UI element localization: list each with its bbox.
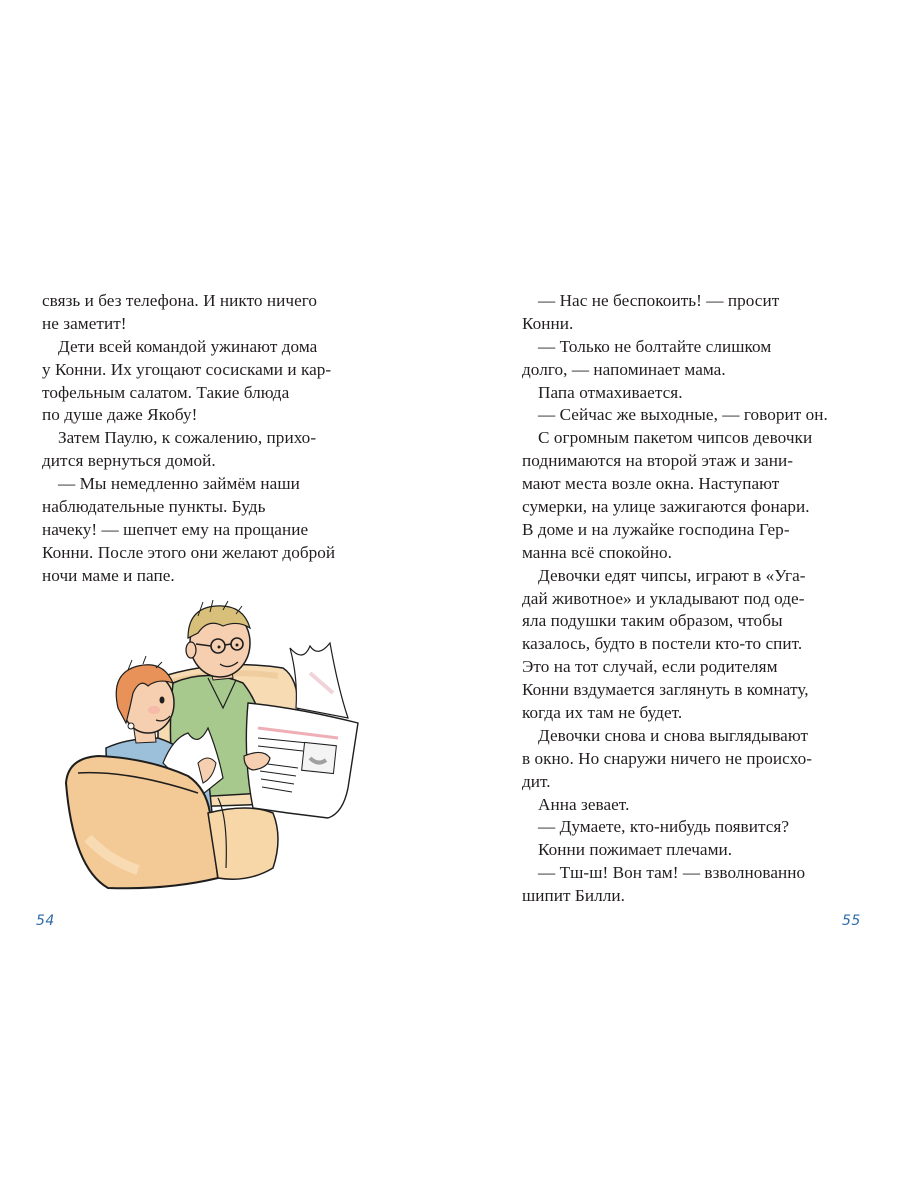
text-line: яла подушки таким образом, чтобы — [522, 611, 783, 631]
text-line: тофельным салатом. Такие блюда — [42, 382, 290, 402]
text-line: Девочки снова и снова выглядывают — [538, 725, 809, 745]
text-line: — Тш-ш! Вон там! — взволнованно — [538, 863, 806, 883]
text-line: Затем Паулю, к сожалению, прихо- — [58, 428, 317, 448]
text-line: Папа отмахивается. — [538, 382, 683, 402]
text-line: Конни. После этого они желают доброй — [42, 542, 336, 562]
text-line: сумерки, на улице зажигаются фонари. — [522, 497, 810, 517]
text-line: С огромным пакетом чипсов девочки — [538, 428, 813, 448]
text-line: дит. — [522, 771, 551, 791]
text-line: не заметит! — [42, 313, 127, 333]
text-line: — Мы немедленно займём наши — [58, 474, 300, 494]
text-line: казалось, будто в постели кто-то спит. — [522, 634, 803, 654]
page-number-left: 54 — [36, 913, 55, 929]
text-line: дай животное» и укладывают под оде- — [522, 588, 805, 608]
page-number-right: 55 — [842, 913, 861, 929]
text-line: Конни. — [522, 313, 574, 333]
text-line: В доме и на лужайке господина Гер- — [522, 519, 790, 539]
text-line: — Сейчас же выходные, — говорит он. — [538, 405, 828, 425]
text-line: у Конни. Их угощают сосисками и кар- — [42, 359, 332, 379]
text-line: Конни вздумается заглянуть в комнату, — [522, 680, 809, 700]
text-line: Конни пожимает плечами. — [538, 840, 733, 860]
left-page-text — [42, 290, 387, 588]
text-line: манна всё спокойно. — [522, 542, 673, 562]
text-line: мают места возле окна. Наступают — [522, 474, 780, 494]
text-line: наблюдательные пункты. Будь — [42, 497, 266, 517]
parents-reading-newspaper-illustration — [48, 598, 378, 893]
text-line: долго, — напоминает мама. — [522, 359, 726, 379]
text-line: по душе даже Якобу! — [42, 405, 198, 425]
text-line: поднимаются на второй этаж и зани- — [522, 451, 793, 471]
text-line: Это на тот случай, если родителям — [522, 657, 778, 677]
text-line: дится вернуться домой. — [42, 451, 216, 471]
text-line: Анна зевает. — [538, 794, 630, 814]
text-line: Дети всей командой ужинают дома — [58, 336, 318, 356]
text-line: — Только не болтайте слишком — [538, 336, 772, 356]
text-line: когда их там не будет. — [522, 703, 683, 723]
text-line: — Нас не беспокоить! — просит — [538, 291, 780, 310]
text-line: ночи маме и папе. — [42, 565, 175, 585]
text-line: связь и без телефона. И никто ничего — [42, 291, 318, 310]
text-line: — Думаете, кто-нибудь появится? — [538, 817, 790, 837]
text-line: начеку! — шепчет ему на прощание — [42, 519, 309, 539]
right-page-text — [522, 290, 857, 908]
text-line: шипит Билли. — [522, 886, 625, 906]
text-line: в окно. Но снаружи ничего не происхо- — [522, 748, 812, 768]
text-line: Девочки едят чипсы, играют в «Уга- — [538, 565, 806, 585]
